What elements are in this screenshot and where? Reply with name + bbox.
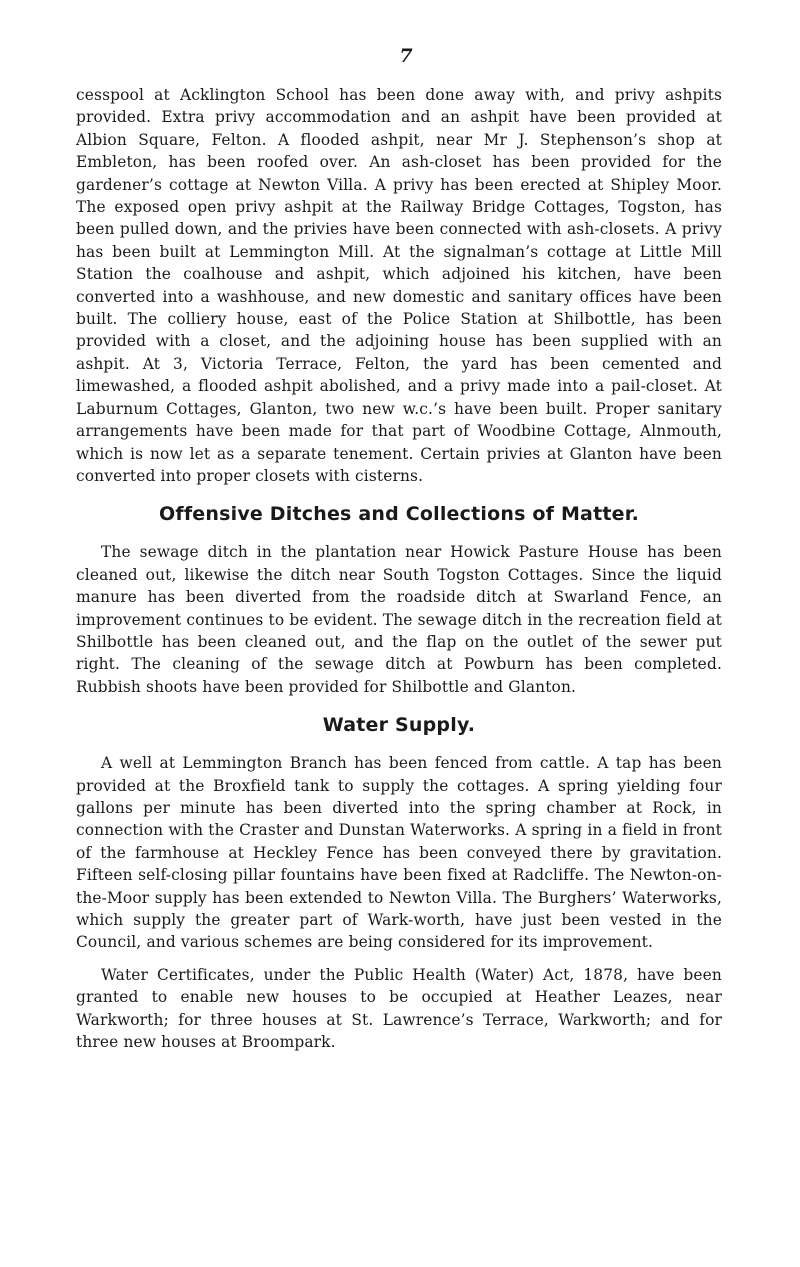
document-page	[76, 44, 722, 1053]
paragraph-water-supply: A well at Lemmington Branch has been fenced from cattle. A tap has been provided at the Broxfield tank to supply the cottages. A spring yielding four gallons per minute has been diverted into the spring chamber at Rock, in connection with the Craster and Dunstan Waterworks. A spring in a field in front of the farmhouse at Heckley Fence has been conveyed there by gravitation. Fifteen self-closing pillar fountains have been fixed at Radcliffe. The Newton-on-the-Moor supply has been extended to Newton Villa. The Burghers’ Waterworks, which supply the greater part of Wark-worth, have just been vested in the Council, and various schemes are being considered for its improvement.	[76, 754, 722, 952]
heading-offensive-ditches: Offensive Ditches and Collections of Matter.	[159, 503, 639, 526]
page-number: 7	[399, 45, 413, 67]
paragraph-sanitary-works: cesspool at Acklington School has been done away with, and privy ashpits provided. Extra privy accommodation and an ashpit have been provided at Albion Square, Felton. A flooded ashpit, near Mr J. Stephenson’s shop at Embleton, has been roofed over. An ash-closet has been provided for the gardener’s cottage at Newton Villa. A privy has been erected at Shipley Moor. The exposed open privy ashpit at the Railway Bridge Cottages, Togston, has been pulled down, and the privies have been connected with ash-closets. A privy has been built at Lemmington Mill. At the signalman’s cottage at Little Mill Station the coalhouse and ashpit, which adjoined his kitchen, have been converted into a washhouse, and new domestic and sanitary offices have been built. The colliery house, east of the Police Station at Shilbottle, has been provided with a closet, and the adjoining house has been supplied with an ashpit. At 3, Victoria Terrace, Felton, the yard has been cemented and limewashed, a flooded ashpit abolished, and a privy made into a pail-closet. At Laburnum Cottages, Glanton, two new w.c.’s have been built. Proper sanitary arrangements have been made for that part of Woodbine Cottage, Alnmouth, which is now let as a separate tenement. Certain privies at Glanton have been converted into proper closets with cisterns.	[76, 86, 722, 485]
paragraph-ditches: The sewage ditch in the plantation near Howick Pasture House has been cleaned out, likewise the ditch near South Togston Cottages. Since the liquid manure has been diverted from the roadside ditch at Swarland Fence, an improvement continues to be evident. The sewage ditch in the recreation field at Shilbottle has been cleaned out, and the flap on the outlet of the sewer put right. The cleaning of the sewage ditch at Powburn has been completed. Rubbish shoots have been provided for Shilbottle and Glanton.	[76, 543, 722, 696]
heading-water-supply: Water Supply.	[322, 714, 476, 737]
paragraph-water-certificates: Water Certificates, under the Public Health (Water) Act, 1878, have been granted to enable new houses to be occupied at Heather Leazes, near Warkworth; for three houses at St. Lawrence’s Terrace, Warkworth; and for three new houses at Broompark.	[76, 965, 722, 1052]
